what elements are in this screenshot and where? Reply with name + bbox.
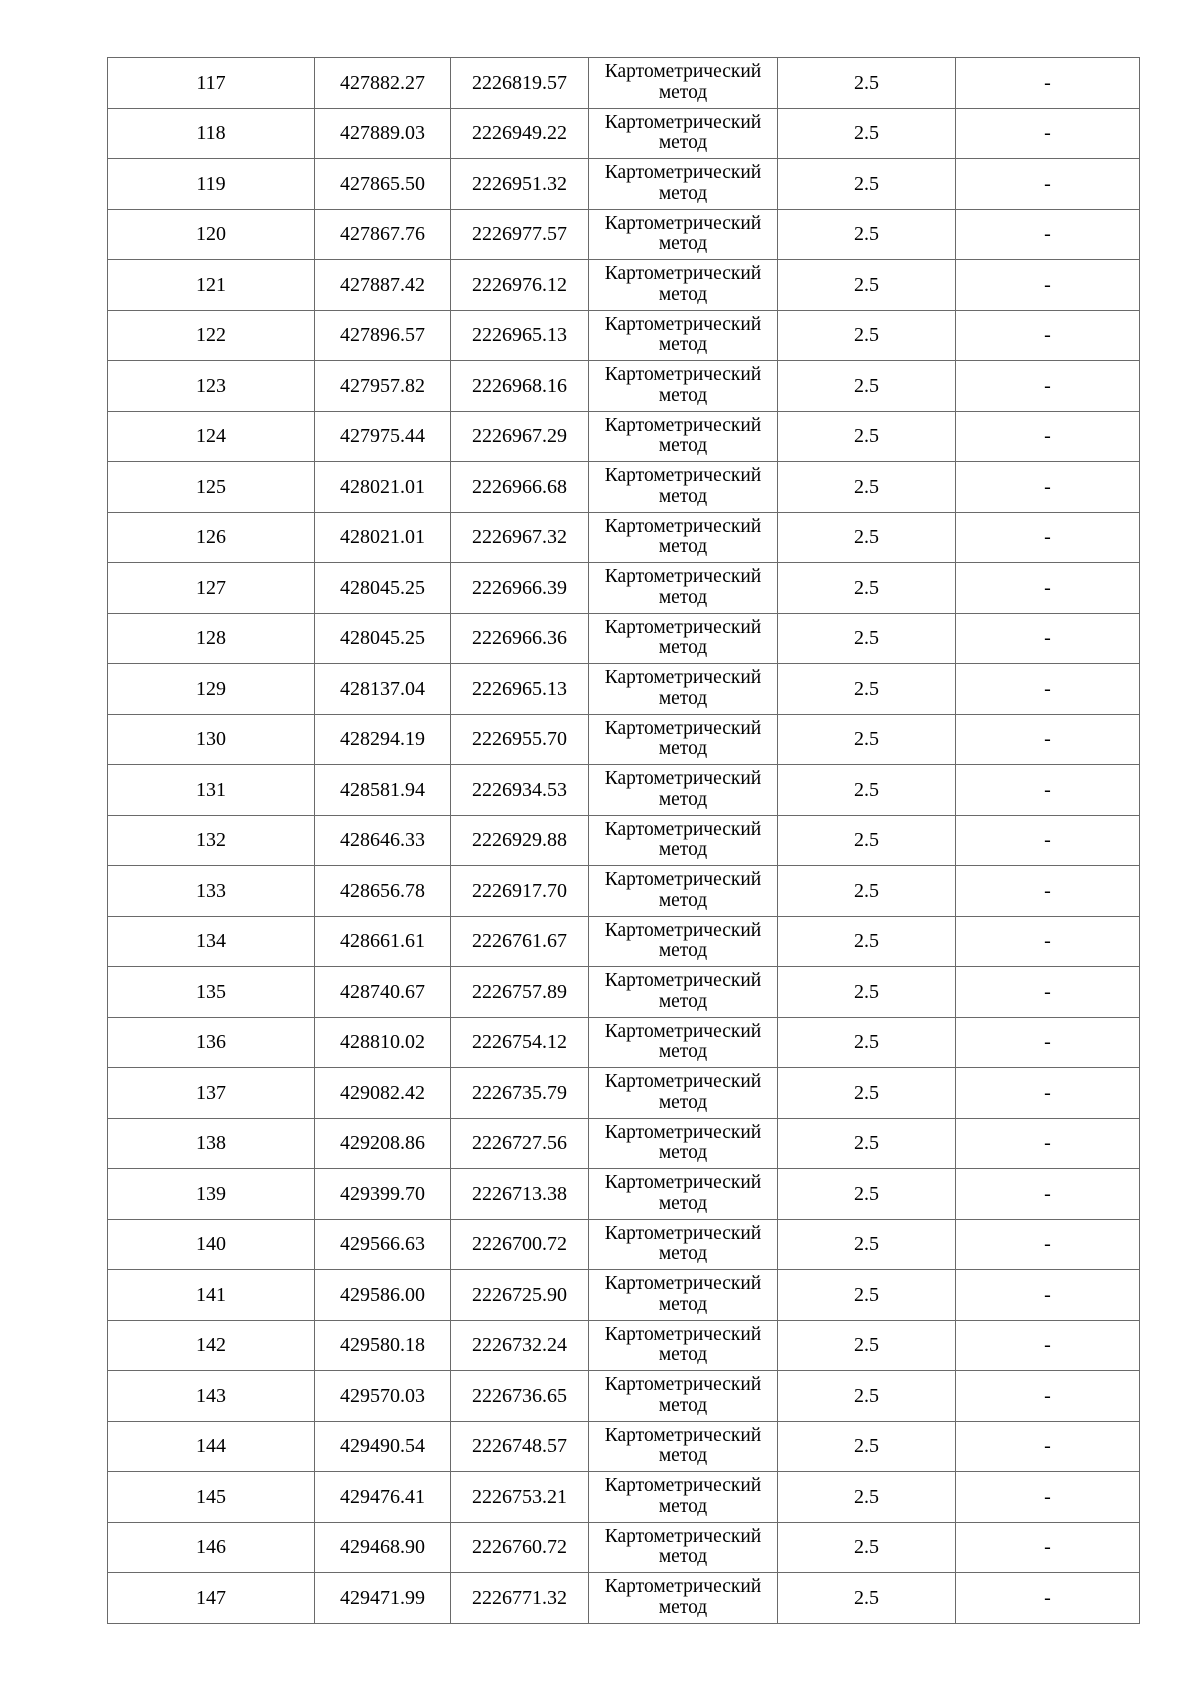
point-number-cell: 132	[108, 815, 315, 866]
table-row	[108, 1219, 1140, 1270]
table-row	[108, 1371, 1140, 1422]
point-number-cell: 137	[108, 1068, 315, 1119]
point-number-cell: 144	[108, 1421, 315, 1472]
x-coordinate-cell: 429208.86	[315, 1118, 451, 1169]
note-cell: -	[956, 108, 1140, 159]
method-cell: Картометрический метод	[589, 765, 778, 816]
table-row	[108, 664, 1140, 715]
method-cell: Картометрический метод	[589, 916, 778, 967]
y-coordinate-cell: 2226929.88	[451, 815, 589, 866]
table-row	[108, 58, 1140, 109]
table-row	[108, 613, 1140, 664]
precision-cell: 2.5	[778, 260, 956, 311]
method-cell: Картометрический метод	[589, 1371, 778, 1422]
point-number-cell: 128	[108, 613, 315, 664]
precision-cell: 2.5	[778, 967, 956, 1018]
note-cell: -	[956, 1522, 1140, 1573]
x-coordinate-cell: 427882.27	[315, 58, 451, 109]
note-cell: -	[956, 916, 1140, 967]
y-coordinate-cell: 2226917.70	[451, 866, 589, 917]
x-coordinate-cell: 429082.42	[315, 1068, 451, 1119]
table-row	[108, 159, 1140, 210]
method-cell: Картометрический метод	[589, 664, 778, 715]
note-cell: -	[956, 1573, 1140, 1624]
precision-cell: 2.5	[778, 563, 956, 614]
method-cell: Картометрический метод	[589, 1219, 778, 1270]
method-cell: Картометрический метод	[589, 1118, 778, 1169]
table-row	[108, 1472, 1140, 1523]
note-cell: -	[956, 1472, 1140, 1523]
table-row	[108, 209, 1140, 260]
table-row	[108, 815, 1140, 866]
point-number-cell: 126	[108, 512, 315, 563]
x-coordinate-cell: 428581.94	[315, 765, 451, 816]
precision-cell: 2.5	[778, 361, 956, 412]
precision-cell: 2.5	[778, 815, 956, 866]
note-cell: -	[956, 260, 1140, 311]
y-coordinate-cell: 2226748.57	[451, 1421, 589, 1472]
precision-cell: 2.5	[778, 1270, 956, 1321]
x-coordinate-cell: 427957.82	[315, 361, 451, 412]
method-cell: Картометрический метод	[589, 866, 778, 917]
x-coordinate-cell: 429476.41	[315, 1472, 451, 1523]
table-row	[108, 462, 1140, 513]
point-number-cell: 139	[108, 1169, 315, 1220]
precision-cell: 2.5	[778, 462, 956, 513]
table-row	[108, 361, 1140, 412]
note-cell: -	[956, 1320, 1140, 1371]
note-cell: -	[956, 209, 1140, 260]
precision-cell: 2.5	[778, 1169, 956, 1220]
y-coordinate-cell: 2226761.67	[451, 916, 589, 967]
y-coordinate-cell: 2226977.57	[451, 209, 589, 260]
y-coordinate-cell: 2226725.90	[451, 1270, 589, 1321]
point-number-cell: 146	[108, 1522, 315, 1573]
point-number-cell: 131	[108, 765, 315, 816]
method-cell: Картометрический метод	[589, 260, 778, 311]
table-row	[108, 1068, 1140, 1119]
point-number-cell: 124	[108, 411, 315, 462]
note-cell: -	[956, 563, 1140, 614]
note-cell: -	[956, 765, 1140, 816]
x-coordinate-cell: 428021.01	[315, 512, 451, 563]
point-number-cell: 133	[108, 866, 315, 917]
x-coordinate-cell: 428656.78	[315, 866, 451, 917]
method-cell: Картометрический метод	[589, 1421, 778, 1472]
table-row	[108, 714, 1140, 765]
precision-cell: 2.5	[778, 1017, 956, 1068]
method-cell: Картометрический метод	[589, 108, 778, 159]
note-cell: -	[956, 1371, 1140, 1422]
x-coordinate-cell: 429471.99	[315, 1573, 451, 1624]
precision-cell: 2.5	[778, 866, 956, 917]
table-row	[108, 916, 1140, 967]
y-coordinate-cell: 2226760.72	[451, 1522, 589, 1573]
y-coordinate-cell: 2226713.38	[451, 1169, 589, 1220]
method-cell: Картометрический метод	[589, 1522, 778, 1573]
x-coordinate-cell: 428045.25	[315, 613, 451, 664]
method-cell: Картометрический метод	[589, 1320, 778, 1371]
x-coordinate-cell: 428137.04	[315, 664, 451, 715]
point-number-cell: 143	[108, 1371, 315, 1422]
precision-cell: 2.5	[778, 159, 956, 210]
y-coordinate-cell: 2226976.12	[451, 260, 589, 311]
precision-cell: 2.5	[778, 108, 956, 159]
y-coordinate-cell: 2226949.22	[451, 108, 589, 159]
note-cell: -	[956, 967, 1140, 1018]
note-cell: -	[956, 512, 1140, 563]
precision-cell: 2.5	[778, 714, 956, 765]
x-coordinate-cell: 427867.76	[315, 209, 451, 260]
method-cell: Картометрический метод	[589, 563, 778, 614]
point-number-cell: 123	[108, 361, 315, 412]
y-coordinate-cell: 2226735.79	[451, 1068, 589, 1119]
x-coordinate-cell: 429570.03	[315, 1371, 451, 1422]
precision-cell: 2.5	[778, 916, 956, 967]
point-number-cell: 136	[108, 1017, 315, 1068]
x-coordinate-cell: 429468.90	[315, 1522, 451, 1573]
x-coordinate-cell: 428646.33	[315, 815, 451, 866]
point-number-cell: 142	[108, 1320, 315, 1371]
method-cell: Картометрический метод	[589, 58, 778, 109]
precision-cell: 2.5	[778, 1068, 956, 1119]
precision-cell: 2.5	[778, 1573, 956, 1624]
point-number-cell: 134	[108, 916, 315, 967]
x-coordinate-cell: 429490.54	[315, 1421, 451, 1472]
table-row	[108, 1522, 1140, 1573]
y-coordinate-cell: 2226965.13	[451, 664, 589, 715]
table-row	[108, 1169, 1140, 1220]
method-cell: Картометрический метод	[589, 209, 778, 260]
method-cell: Картометрический метод	[589, 815, 778, 866]
point-number-cell: 145	[108, 1472, 315, 1523]
method-cell: Картометрический метод	[589, 1472, 778, 1523]
table-row	[108, 765, 1140, 816]
table-row	[108, 1573, 1140, 1624]
x-coordinate-cell: 428661.61	[315, 916, 451, 967]
point-number-cell: 121	[108, 260, 315, 311]
note-cell: -	[956, 159, 1140, 210]
method-cell: Картометрический метод	[589, 1169, 778, 1220]
y-coordinate-cell: 2226955.70	[451, 714, 589, 765]
point-number-cell: 127	[108, 563, 315, 614]
note-cell: -	[956, 664, 1140, 715]
precision-cell: 2.5	[778, 1421, 956, 1472]
note-cell: -	[956, 1017, 1140, 1068]
point-number-cell: 122	[108, 310, 315, 361]
precision-cell: 2.5	[778, 209, 956, 260]
y-coordinate-cell: 2226757.89	[451, 967, 589, 1018]
y-coordinate-cell: 2226727.56	[451, 1118, 589, 1169]
x-coordinate-cell: 428740.67	[315, 967, 451, 1018]
table-row	[108, 411, 1140, 462]
y-coordinate-cell: 2226966.39	[451, 563, 589, 614]
precision-cell: 2.5	[778, 512, 956, 563]
point-number-cell: 130	[108, 714, 315, 765]
y-coordinate-cell: 2226736.65	[451, 1371, 589, 1422]
table-row	[108, 967, 1140, 1018]
x-coordinate-cell: 429566.63	[315, 1219, 451, 1270]
point-number-cell: 141	[108, 1270, 315, 1321]
point-number-cell: 135	[108, 967, 315, 1018]
precision-cell: 2.5	[778, 613, 956, 664]
x-coordinate-cell: 428810.02	[315, 1017, 451, 1068]
note-cell: -	[956, 1118, 1140, 1169]
note-cell: -	[956, 1068, 1140, 1119]
point-number-cell: 118	[108, 108, 315, 159]
table-row	[108, 512, 1140, 563]
table-row	[108, 260, 1140, 311]
point-number-cell: 147	[108, 1573, 315, 1624]
precision-cell: 2.5	[778, 1219, 956, 1270]
y-coordinate-cell: 2226753.21	[451, 1472, 589, 1523]
point-number-cell: 140	[108, 1219, 315, 1270]
coordinates-table-body	[108, 58, 1140, 1624]
note-cell: -	[956, 310, 1140, 361]
table-row	[108, 310, 1140, 361]
note-cell: -	[956, 613, 1140, 664]
x-coordinate-cell: 429399.70	[315, 1169, 451, 1220]
precision-cell: 2.5	[778, 1371, 956, 1422]
note-cell: -	[956, 1169, 1140, 1220]
x-coordinate-cell: 427887.42	[315, 260, 451, 311]
x-coordinate-cell: 428294.19	[315, 714, 451, 765]
note-cell: -	[956, 1270, 1140, 1321]
y-coordinate-cell: 2226967.32	[451, 512, 589, 563]
precision-cell: 2.5	[778, 1472, 956, 1523]
method-cell: Картометрический метод	[589, 613, 778, 664]
y-coordinate-cell: 2226819.57	[451, 58, 589, 109]
method-cell: Картометрический метод	[589, 1068, 778, 1119]
point-number-cell: 117	[108, 58, 315, 109]
table-row	[108, 563, 1140, 614]
method-cell: Картометрический метод	[589, 361, 778, 412]
y-coordinate-cell: 2226951.32	[451, 159, 589, 210]
note-cell: -	[956, 1219, 1140, 1270]
y-coordinate-cell: 2226732.24	[451, 1320, 589, 1371]
method-cell: Картометрический метод	[589, 159, 778, 210]
precision-cell: 2.5	[778, 765, 956, 816]
note-cell: -	[956, 815, 1140, 866]
table-row	[108, 1118, 1140, 1169]
y-coordinate-cell: 2226966.36	[451, 613, 589, 664]
note-cell: -	[956, 1421, 1140, 1472]
method-cell: Картометрический метод	[589, 512, 778, 563]
note-cell: -	[956, 411, 1140, 462]
method-cell: Картометрический метод	[589, 1270, 778, 1321]
y-coordinate-cell: 2226771.32	[451, 1573, 589, 1624]
method-cell: Картометрический метод	[589, 411, 778, 462]
y-coordinate-cell: 2226967.29	[451, 411, 589, 462]
x-coordinate-cell: 427975.44	[315, 411, 451, 462]
precision-cell: 2.5	[778, 411, 956, 462]
x-coordinate-cell: 428021.01	[315, 462, 451, 513]
point-number-cell: 129	[108, 664, 315, 715]
y-coordinate-cell: 2226934.53	[451, 765, 589, 816]
note-cell: -	[956, 361, 1140, 412]
x-coordinate-cell: 427896.57	[315, 310, 451, 361]
note-cell: -	[956, 714, 1140, 765]
method-cell: Картометрический метод	[589, 310, 778, 361]
precision-cell: 2.5	[778, 310, 956, 361]
table-row	[108, 108, 1140, 159]
note-cell: -	[956, 866, 1140, 917]
precision-cell: 2.5	[778, 664, 956, 715]
point-number-cell: 125	[108, 462, 315, 513]
table-row	[108, 1320, 1140, 1371]
method-cell: Картометрический метод	[589, 967, 778, 1018]
method-cell: Картометрический метод	[589, 1017, 778, 1068]
note-cell: -	[956, 58, 1140, 109]
x-coordinate-cell: 427889.03	[315, 108, 451, 159]
y-coordinate-cell: 2226754.12	[451, 1017, 589, 1068]
point-number-cell: 138	[108, 1118, 315, 1169]
coordinates-table	[107, 57, 1140, 1624]
x-coordinate-cell: 429586.00	[315, 1270, 451, 1321]
precision-cell: 2.5	[778, 1522, 956, 1573]
method-cell: Картометрический метод	[589, 462, 778, 513]
y-coordinate-cell: 2226965.13	[451, 310, 589, 361]
x-coordinate-cell: 427865.50	[315, 159, 451, 210]
y-coordinate-cell: 2226968.16	[451, 361, 589, 412]
precision-cell: 2.5	[778, 1320, 956, 1371]
point-number-cell: 120	[108, 209, 315, 260]
precision-cell: 2.5	[778, 1118, 956, 1169]
table-row	[108, 1270, 1140, 1321]
point-number-cell: 119	[108, 159, 315, 210]
note-cell: -	[956, 462, 1140, 513]
table-row	[108, 866, 1140, 917]
table-row	[108, 1017, 1140, 1068]
x-coordinate-cell: 429580.18	[315, 1320, 451, 1371]
method-cell: Картометрический метод	[589, 1573, 778, 1624]
y-coordinate-cell: 2226966.68	[451, 462, 589, 513]
x-coordinate-cell: 428045.25	[315, 563, 451, 614]
method-cell: Картометрический метод	[589, 714, 778, 765]
y-coordinate-cell: 2226700.72	[451, 1219, 589, 1270]
precision-cell: 2.5	[778, 58, 956, 109]
table-row	[108, 1421, 1140, 1472]
